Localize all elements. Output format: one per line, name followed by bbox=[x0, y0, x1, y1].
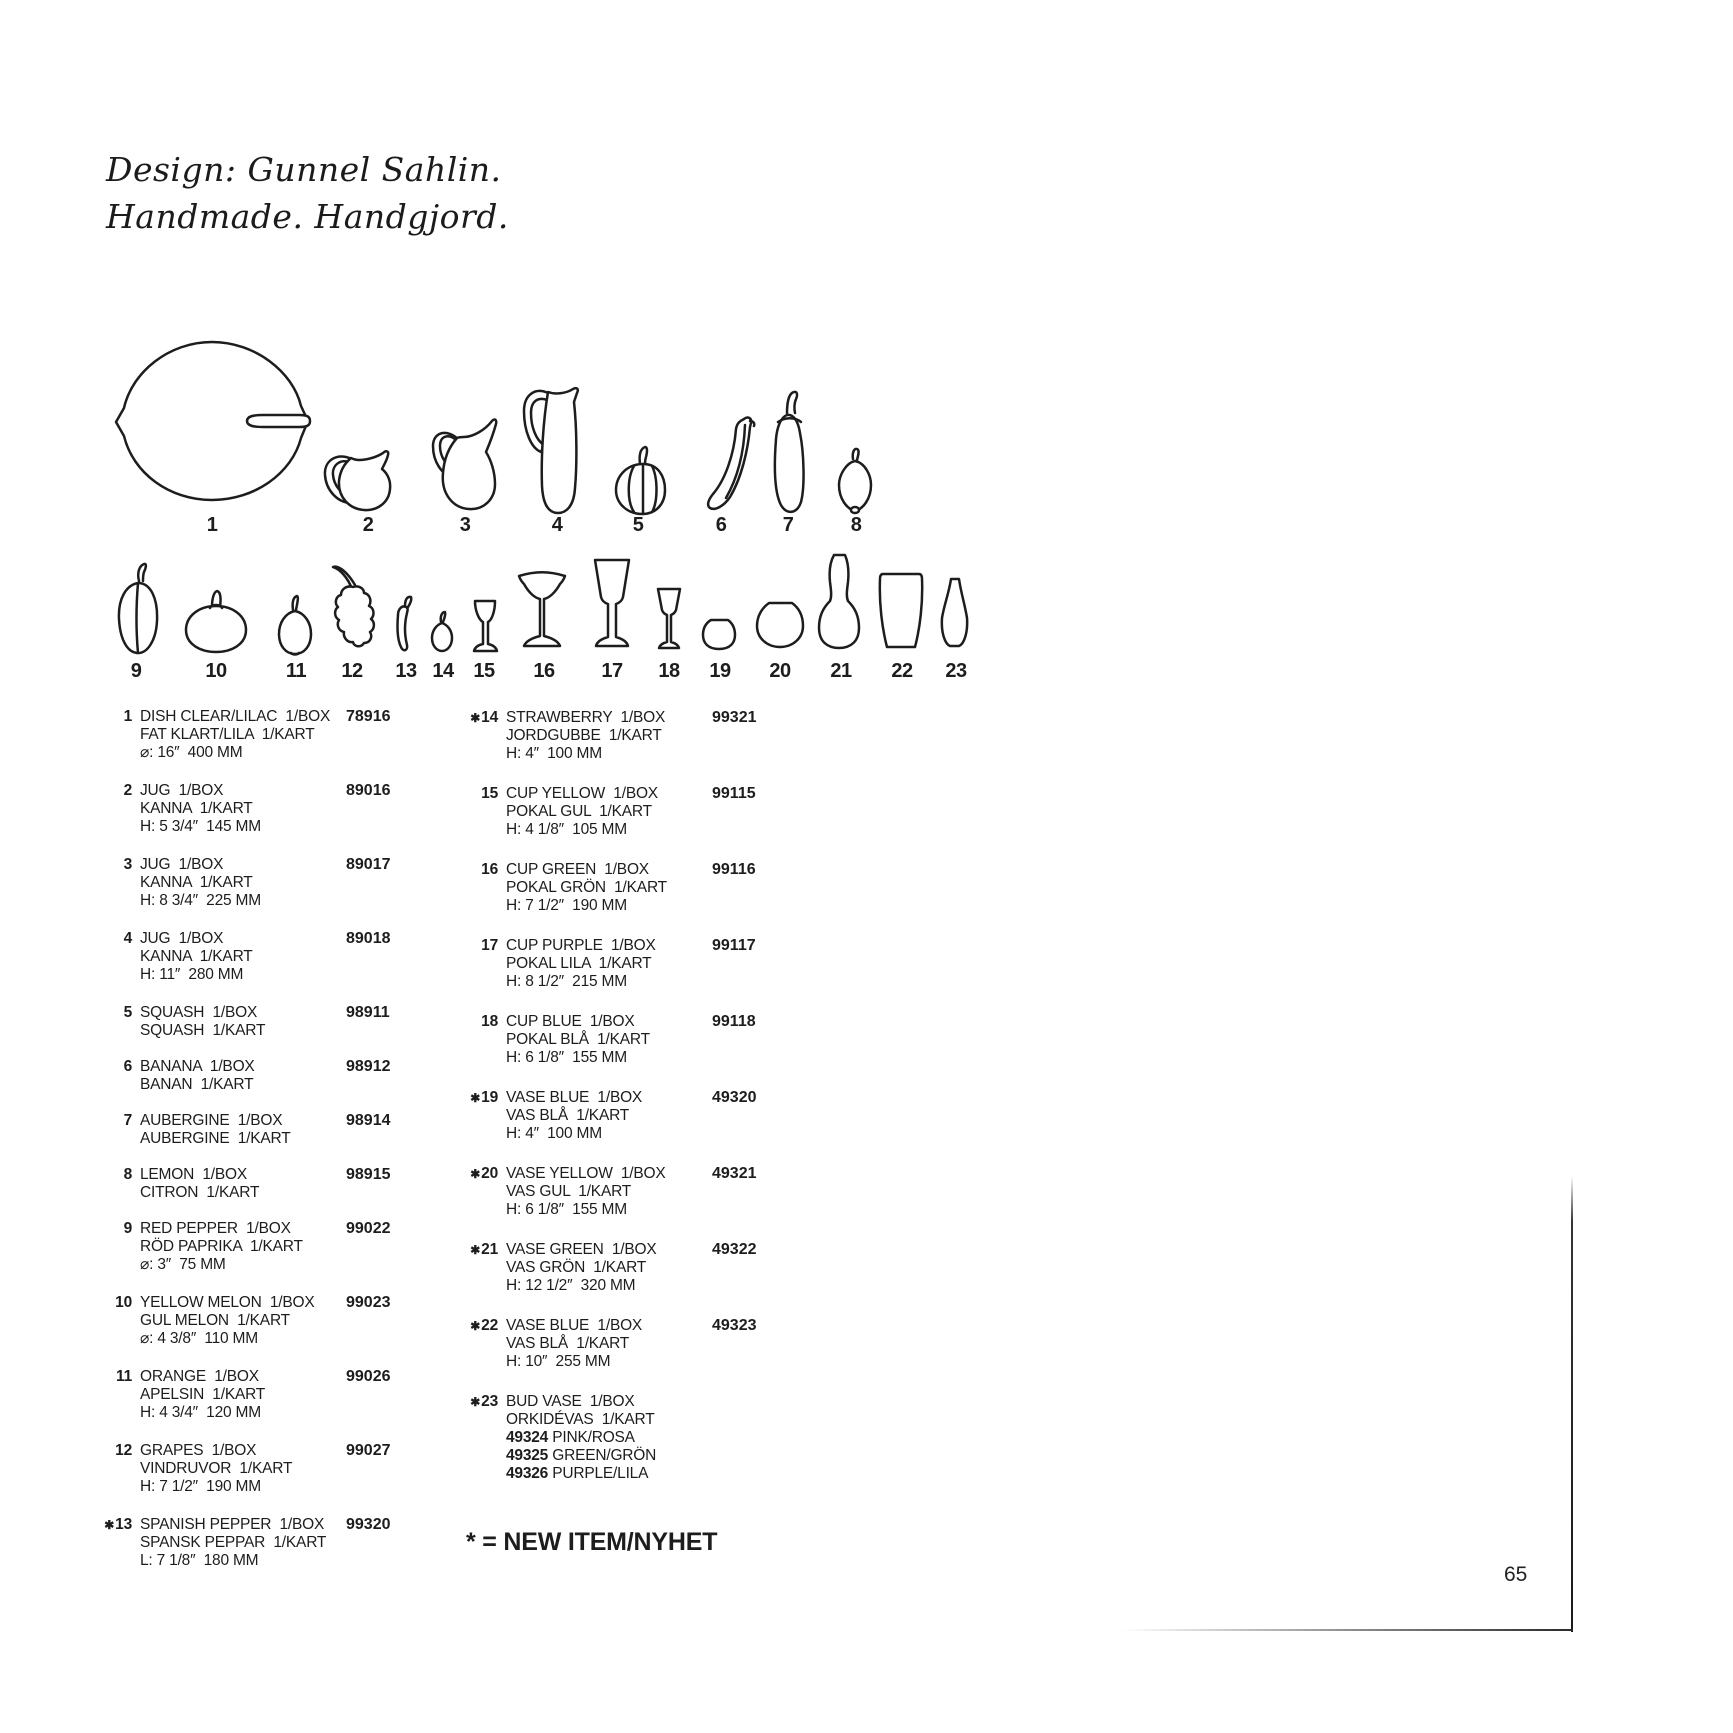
entry-description bbox=[506, 785, 658, 839]
entry-number bbox=[462, 937, 506, 991]
entry-number bbox=[96, 708, 140, 762]
catalog-entry bbox=[96, 1058, 446, 1094]
entry-line: H: 8 3/4″ 225 MM bbox=[140, 892, 261, 909]
entry-line: H: 11″ 280 MM bbox=[140, 966, 244, 983]
entry-line: VAS BLÅ 1/KART bbox=[506, 1335, 630, 1352]
new-item-star-icon: ✱ bbox=[104, 1518, 115, 1532]
entry-number-text: 16 bbox=[481, 861, 498, 878]
entry-line: H: 12 1/2″ 320 MM bbox=[506, 1277, 636, 1294]
entry-number-text: 11 bbox=[116, 1368, 132, 1385]
entry-line: H: 4 1/8″ 105 MM bbox=[506, 821, 627, 838]
entry-description bbox=[140, 1294, 315, 1348]
figure-jug-medium bbox=[426, 411, 504, 515]
figure-label-15: 15 bbox=[473, 660, 495, 682]
design-credit: Design: Gunnel Sahlin. bbox=[106, 150, 502, 189]
page-edge-bottom bbox=[1120, 1629, 1573, 1631]
entry-line: CITRON 1/KART bbox=[140, 1184, 260, 1201]
entry-line: BANAN 1/KART bbox=[140, 1076, 254, 1093]
entry-number bbox=[462, 1089, 506, 1143]
figure-label-23: 23 bbox=[945, 660, 967, 682]
entry-variant-line: 49326 PURPLE/LILA bbox=[506, 1465, 649, 1482]
figure-cup-yellow bbox=[471, 598, 499, 654]
entry-number-text: 22 bbox=[481, 1317, 498, 1334]
variant-code: 49325 bbox=[506, 1447, 549, 1464]
catalog-entry bbox=[462, 861, 812, 915]
grapes-drawing bbox=[330, 563, 376, 655]
entry-line: H: 4″ 100 MM bbox=[506, 1125, 602, 1142]
entry-number bbox=[96, 782, 140, 836]
entry-line: VASE BLUE 1/BOX bbox=[506, 1317, 643, 1334]
figure-label-21: 21 bbox=[830, 660, 852, 682]
catalog-entry bbox=[96, 856, 446, 910]
entry-line: DISH CLEAR/LILAC 1/BOX bbox=[140, 708, 331, 725]
entry-line: VASE BLUE 1/BOX bbox=[506, 1089, 643, 1106]
entry-line: ⌀: 3″ 75 MM bbox=[140, 1256, 226, 1273]
entry-line: BANANA 1/BOX bbox=[140, 1058, 255, 1075]
entry-variant-line: 49324 PINK/ROSA bbox=[506, 1429, 635, 1446]
cup-blue-drawing bbox=[654, 585, 684, 653]
entry-line: KANNA 1/KART bbox=[140, 874, 253, 891]
figure-grapes bbox=[330, 563, 376, 655]
entry-line: KANNA 1/KART bbox=[140, 948, 253, 965]
catalog-entry bbox=[462, 1089, 812, 1143]
entry-line: ORANGE 1/BOX bbox=[140, 1368, 259, 1385]
entry-code: 99026 bbox=[346, 1368, 391, 1385]
entry-line: GRAPES 1/BOX bbox=[140, 1442, 257, 1459]
catalog-entry bbox=[462, 937, 812, 991]
squash-drawing bbox=[611, 444, 669, 517]
entry-line: YELLOW MELON 1/BOX bbox=[140, 1294, 315, 1311]
figure-label-11: 11 bbox=[285, 660, 307, 682]
entry-description bbox=[506, 1317, 642, 1371]
entry-line: SPANSK PEPPAR 1/KART bbox=[140, 1534, 327, 1551]
entry-code: 89018 bbox=[346, 930, 391, 947]
entry-number bbox=[96, 1294, 140, 1348]
entry-code: 99027 bbox=[346, 1442, 391, 1459]
figure-label-6: 6 bbox=[715, 514, 727, 536]
vase-blue-small-drawing bbox=[701, 617, 737, 653]
entry-line: L: 7 1/8″ 180 MM bbox=[140, 1552, 259, 1569]
entry-line: JORDGUBBE 1/KART bbox=[506, 727, 662, 744]
entry-code: 89016 bbox=[346, 782, 391, 799]
entry-line: POKAL GUL 1/KART bbox=[506, 803, 652, 820]
variant-code: 49326 bbox=[506, 1465, 549, 1482]
entry-code: 49323 bbox=[712, 1317, 757, 1334]
entry-line: RED PEPPER 1/BOX bbox=[140, 1220, 291, 1237]
figure-vase-blue-small bbox=[701, 617, 737, 653]
figure-vase-blue-large bbox=[875, 570, 927, 652]
spanish-pepper-drawing bbox=[393, 594, 415, 654]
entry-code: 49320 bbox=[712, 1089, 757, 1106]
figure-label-17: 17 bbox=[601, 660, 623, 682]
entry-description bbox=[506, 937, 656, 991]
entry-code: 78916 bbox=[346, 708, 391, 725]
entry-description bbox=[140, 1220, 303, 1274]
entry-number-text: 1 bbox=[123, 708, 132, 725]
entry-code: 99023 bbox=[346, 1294, 391, 1311]
entry-line: H: 4 3/4″ 120 MM bbox=[140, 1404, 261, 1421]
entry-line: AUBERGINE 1/BOX bbox=[140, 1112, 283, 1129]
entry-number-text: 18 bbox=[481, 1013, 498, 1030]
entry-number bbox=[96, 1112, 140, 1148]
entry-number bbox=[96, 1058, 140, 1094]
figure-jug-tall bbox=[520, 384, 582, 516]
figure-jug-small bbox=[321, 443, 405, 517]
banana-drawing bbox=[703, 413, 757, 515]
cup-purple-drawing bbox=[590, 556, 634, 652]
figure-label-3: 3 bbox=[459, 514, 471, 536]
handmade-note: Handmade. Handgjord. bbox=[106, 197, 509, 236]
entry-line: APELSIN 1/KART bbox=[140, 1386, 266, 1403]
entry-number-text: 20 bbox=[481, 1165, 498, 1182]
catalog-entry bbox=[96, 1368, 446, 1422]
entry-number bbox=[462, 785, 506, 839]
entry-number bbox=[462, 861, 506, 915]
entry-code: 99116 bbox=[712, 861, 756, 878]
entry-line: POKAL GRÖN 1/KART bbox=[506, 879, 667, 896]
entry-description bbox=[140, 1516, 326, 1570]
figure-label-4: 4 bbox=[551, 514, 563, 536]
cup-yellow-drawing bbox=[471, 598, 499, 654]
catalog-entry bbox=[96, 708, 446, 762]
figure-label-2: 2 bbox=[362, 514, 374, 536]
entry-line: JUG 1/BOX bbox=[140, 856, 224, 873]
entry-line: CUP PURPLE 1/BOX bbox=[506, 937, 656, 954]
red-pepper-drawing bbox=[114, 561, 162, 657]
entry-line: AUBERGINE 1/KART bbox=[140, 1130, 291, 1147]
figure-label-1: 1 bbox=[206, 514, 218, 536]
entry-code: 99022 bbox=[346, 1220, 391, 1237]
figure-label-13: 13 bbox=[395, 660, 417, 682]
catalog-entry bbox=[96, 1220, 446, 1274]
variant-code: 49324 bbox=[506, 1429, 549, 1446]
entry-line: H: 10″ 255 MM bbox=[506, 1353, 611, 1370]
catalog-entry bbox=[96, 1294, 446, 1348]
entry-code: 49321 bbox=[712, 1165, 757, 1182]
entry-description bbox=[140, 782, 261, 836]
entry-description bbox=[506, 1013, 650, 1067]
entry-line: CUP YELLOW 1/BOX bbox=[506, 785, 658, 802]
entry-number bbox=[462, 1393, 506, 1483]
entry-number-text: 2 bbox=[123, 782, 132, 799]
entry-number-text: 8 bbox=[123, 1166, 132, 1183]
entry-number bbox=[462, 1013, 506, 1067]
entry-number-text: 7 bbox=[123, 1112, 132, 1129]
entry-line: POKAL BLÅ 1/KART bbox=[506, 1031, 650, 1048]
entry-variant-line: 49325 GREEN/GRÖN bbox=[506, 1447, 657, 1464]
catalog-column-right bbox=[462, 709, 812, 1505]
yellow-melon-drawing bbox=[183, 589, 249, 655]
entry-number bbox=[96, 930, 140, 984]
dish-drawing bbox=[112, 336, 312, 506]
entry-line: SQUASH 1/BOX bbox=[140, 1004, 258, 1021]
entry-code: 98914 bbox=[346, 1112, 391, 1129]
entry-number-text: 6 bbox=[123, 1058, 132, 1075]
entry-line: POKAL LILA 1/KART bbox=[506, 955, 652, 972]
figure-cup-blue bbox=[654, 585, 684, 653]
entry-number bbox=[96, 856, 140, 910]
figure-cup-purple bbox=[590, 556, 634, 652]
entry-line: GUL MELON 1/KART bbox=[140, 1312, 290, 1329]
entry-number bbox=[96, 1368, 140, 1422]
entry-line: SPANISH PEPPER 1/BOX bbox=[140, 1516, 325, 1533]
entry-number-text: 10 bbox=[115, 1294, 132, 1311]
entry-code: 99321 bbox=[712, 709, 757, 726]
figure-squash bbox=[611, 444, 669, 517]
figure-label-5: 5 bbox=[632, 514, 644, 536]
entry-line: SQUASH 1/KART bbox=[140, 1022, 266, 1039]
entry-line: ORKIDÉVAS 1/KART bbox=[506, 1411, 655, 1428]
entry-number bbox=[462, 709, 506, 763]
catalog-entry bbox=[96, 1442, 446, 1496]
entry-line: LEMON 1/BOX bbox=[140, 1166, 247, 1183]
entry-description bbox=[140, 1112, 291, 1148]
lemon-drawing bbox=[835, 445, 875, 517]
catalog-entry bbox=[462, 1317, 812, 1371]
entry-description bbox=[140, 708, 330, 762]
entry-code: 98915 bbox=[346, 1166, 391, 1183]
new-item-star-icon: ✱ bbox=[470, 1319, 481, 1333]
entry-line: FAT KLART/LILA 1/KART bbox=[140, 726, 315, 743]
figure-label-8: 8 bbox=[850, 514, 862, 536]
figure-strawberry bbox=[430, 610, 454, 654]
entry-number-text: 17 bbox=[481, 937, 498, 954]
entry-line: BUD VASE 1/BOX bbox=[506, 1393, 635, 1410]
catalog-entry bbox=[96, 930, 446, 984]
jug-small-drawing bbox=[321, 443, 405, 517]
jug-medium-drawing bbox=[426, 411, 504, 515]
entry-line: H: 4″ 100 MM bbox=[506, 745, 602, 762]
entry-number-text: 14 bbox=[481, 709, 498, 726]
entry-line: H: 8 1/2″ 215 MM bbox=[506, 973, 627, 990]
figure-aubergine bbox=[766, 389, 810, 515]
entry-number-text: 5 bbox=[123, 1004, 132, 1021]
page-header bbox=[106, 146, 509, 240]
entry-code: 49322 bbox=[712, 1241, 757, 1258]
catalog-entry bbox=[462, 1393, 812, 1483]
new-item-star-icon: ✱ bbox=[470, 711, 481, 725]
entry-number bbox=[462, 1317, 506, 1371]
entry-line: H: 7 1/2″ 190 MM bbox=[140, 1478, 261, 1495]
figure-vase-yellow bbox=[755, 600, 805, 652]
entry-number-text: 15 bbox=[481, 785, 498, 802]
figure-label-9: 9 bbox=[130, 660, 142, 682]
new-item-footnote: * = NEW ITEM/NYHET bbox=[466, 1528, 718, 1556]
vase-blue-large-drawing bbox=[875, 570, 927, 652]
catalog-entry bbox=[96, 1166, 446, 1202]
entry-line: KANNA 1/KART bbox=[140, 800, 253, 817]
entry-number bbox=[96, 1166, 140, 1202]
entry-line: H: 6 1/8″ 155 MM bbox=[506, 1049, 627, 1066]
figure-label-22: 22 bbox=[891, 660, 913, 682]
catalog-column-left bbox=[96, 708, 446, 1590]
catalog-entry bbox=[462, 709, 812, 763]
entry-description bbox=[140, 1166, 259, 1202]
entry-code: 99117 bbox=[712, 937, 756, 954]
entry-number bbox=[462, 1165, 506, 1219]
entry-line: VAS GRÖN 1/KART bbox=[506, 1259, 647, 1276]
figure-red-pepper bbox=[114, 561, 162, 657]
jug-tall-drawing bbox=[520, 384, 582, 516]
entry-line: VAS BLÅ 1/KART bbox=[506, 1107, 630, 1124]
entry-description bbox=[140, 930, 253, 984]
figure-label-12: 12 bbox=[341, 660, 363, 682]
figure-label-7: 7 bbox=[782, 514, 794, 536]
entry-description bbox=[506, 861, 667, 915]
figure-label-10: 10 bbox=[205, 660, 227, 682]
new-item-star-icon: ✱ bbox=[470, 1395, 481, 1409]
entry-line: VASE YELLOW 1/BOX bbox=[506, 1165, 666, 1182]
entry-line: H: 6 1/8″ 155 MM bbox=[506, 1201, 627, 1218]
entry-number bbox=[96, 1220, 140, 1274]
entry-line: CUP GREEN 1/BOX bbox=[506, 861, 649, 878]
figure-bud-vase bbox=[938, 576, 972, 652]
entry-number-text: 3 bbox=[123, 856, 132, 873]
figure-orange bbox=[276, 594, 314, 658]
catalog-entry bbox=[462, 1013, 812, 1067]
catalog-entry bbox=[96, 1516, 446, 1570]
cup-green-drawing bbox=[516, 567, 568, 653]
entry-description bbox=[506, 1241, 657, 1295]
figure-label-14: 14 bbox=[432, 660, 454, 682]
orange-drawing bbox=[276, 594, 314, 658]
strawberry-drawing bbox=[430, 610, 454, 654]
new-item-star-icon: ✱ bbox=[470, 1243, 481, 1257]
figure-label-16: 16 bbox=[533, 660, 555, 682]
entry-line: STRAWBERRY 1/BOX bbox=[506, 709, 666, 726]
figure-label-20: 20 bbox=[769, 660, 791, 682]
entry-number-text: 9 bbox=[123, 1220, 132, 1237]
entry-line: VINDRUVOR 1/KART bbox=[140, 1460, 293, 1477]
entry-number-text: 12 bbox=[115, 1442, 132, 1459]
catalog-entry bbox=[96, 782, 446, 836]
entry-number bbox=[96, 1516, 140, 1570]
figure-vase-green bbox=[816, 552, 862, 652]
entry-number-text: 4 bbox=[123, 930, 132, 947]
aubergine-drawing bbox=[766, 389, 810, 515]
entry-line: H: 5 3/4″ 145 MM bbox=[140, 818, 261, 835]
vase-green-drawing bbox=[816, 552, 862, 652]
entry-line: JUG 1/BOX bbox=[140, 930, 224, 947]
entry-code: 99320 bbox=[346, 1516, 391, 1533]
new-item-star-icon: ✱ bbox=[470, 1091, 481, 1105]
figure-banana bbox=[703, 413, 757, 515]
bud-vase-drawing bbox=[938, 576, 972, 652]
page-number: 65 bbox=[1504, 1563, 1528, 1586]
figure-yellow-melon bbox=[183, 589, 249, 655]
entry-number-text: 21 bbox=[481, 1241, 498, 1258]
entry-code: 98912 bbox=[346, 1058, 391, 1075]
figure-label-19: 19 bbox=[709, 660, 731, 682]
entry-description bbox=[506, 1165, 666, 1219]
new-item-star-icon: ✱ bbox=[470, 1167, 481, 1181]
figure-dish bbox=[112, 336, 312, 506]
entry-description bbox=[140, 856, 261, 910]
vase-yellow-drawing bbox=[755, 600, 805, 652]
figure-label-18: 18 bbox=[658, 660, 680, 682]
entry-number-text: 19 bbox=[481, 1089, 498, 1106]
entry-line: VASE GREEN 1/BOX bbox=[506, 1241, 657, 1258]
entry-code: 99118 bbox=[712, 1013, 756, 1030]
entry-description bbox=[140, 1004, 265, 1040]
entry-line: CUP BLUE 1/BOX bbox=[506, 1013, 635, 1030]
entry-description bbox=[506, 1089, 642, 1143]
entry-line: ⌀: 4 3/8″ 110 MM bbox=[140, 1330, 258, 1347]
figure-lemon bbox=[835, 445, 875, 517]
entry-description bbox=[506, 709, 665, 763]
entry-line: ⌀: 16″ 400 MM bbox=[140, 744, 243, 761]
figure-spanish-pepper bbox=[393, 594, 415, 654]
entry-description bbox=[140, 1368, 265, 1422]
entry-number bbox=[462, 1241, 506, 1295]
entry-number-text: 23 bbox=[481, 1393, 498, 1410]
entry-line: H: 7 1/2″ 190 MM bbox=[506, 897, 627, 914]
entry-description bbox=[140, 1058, 255, 1094]
entry-number bbox=[96, 1442, 140, 1496]
catalog-entry bbox=[96, 1004, 446, 1040]
catalog-entry bbox=[462, 1241, 812, 1295]
entry-code: 99115 bbox=[712, 785, 756, 802]
entry-code: 98911 bbox=[346, 1004, 390, 1021]
catalog-entry bbox=[462, 785, 812, 839]
catalog-entry bbox=[462, 1165, 812, 1219]
catalog-entry bbox=[96, 1112, 446, 1148]
entry-description bbox=[506, 1393, 656, 1483]
entry-code: 89017 bbox=[346, 856, 391, 873]
entry-number-text: 13 bbox=[115, 1516, 132, 1533]
entry-description bbox=[140, 1442, 292, 1496]
entry-line: JUG 1/BOX bbox=[140, 782, 224, 799]
entry-line: VAS GUL 1/KART bbox=[506, 1183, 632, 1200]
figure-cup-green bbox=[516, 567, 568, 653]
page-edge-right bbox=[1571, 1176, 1573, 1632]
entry-line: RÖD PAPRIKA 1/KART bbox=[140, 1238, 303, 1255]
entry-number bbox=[96, 1004, 140, 1040]
